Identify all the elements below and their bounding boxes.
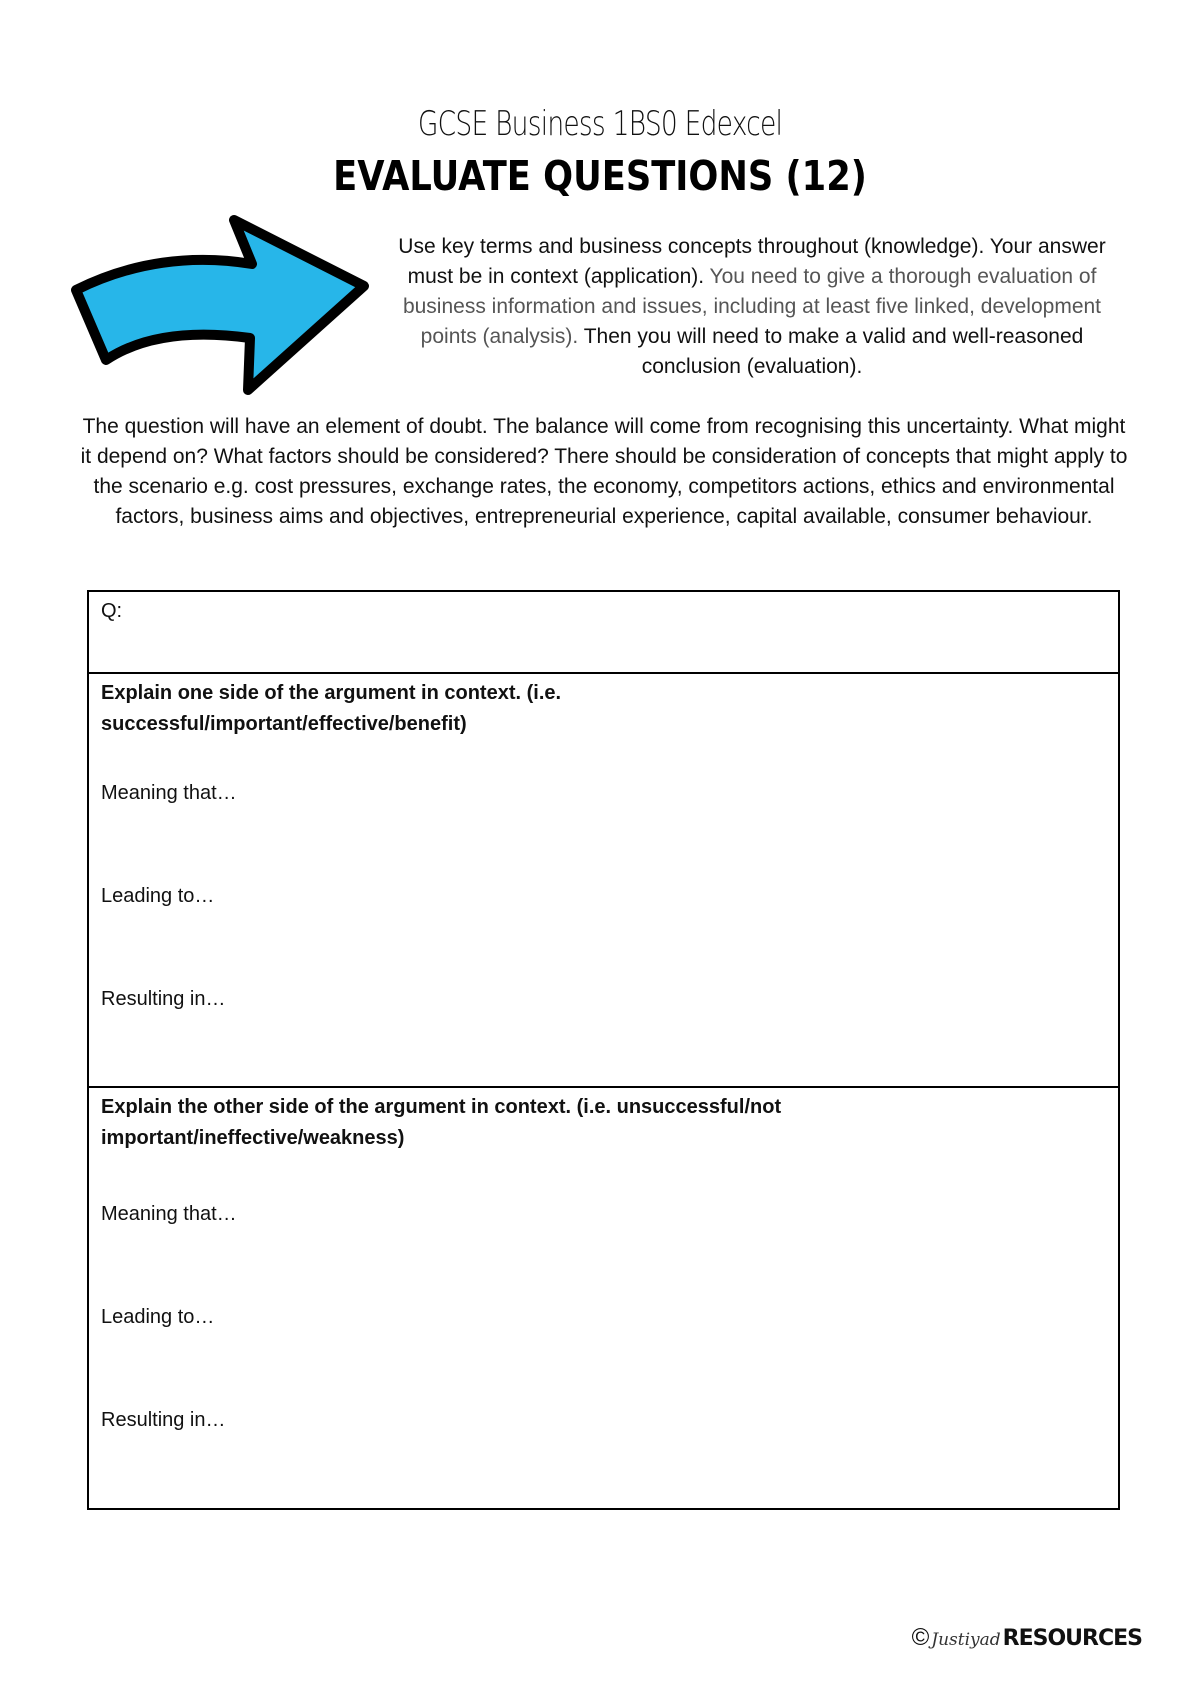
side-one-resulting: Resulting in… — [101, 988, 226, 1010]
intro-part-3: Then you will need to make a valid and well-reasoned conclusion (evaluation). — [578, 325, 1084, 378]
curved-right-arrow-icon — [62, 214, 376, 398]
side-one-leading: Leading to… — [101, 885, 215, 907]
question-row[interactable] — [89, 592, 1118, 674]
answer-table — [87, 590, 1120, 1510]
subtitle: GCSE Business 1BS0 Edexcel — [417, 104, 783, 144]
side-two-section[interactable] — [89, 1088, 1118, 1508]
brand-script: Justiyad — [931, 1630, 1001, 1650]
brand-name: RESOURCES — [1002, 1626, 1142, 1651]
side-one-heading: Explain one side of the argument in context. (i.e. successful/important/effective/benefit) — [101, 682, 562, 735]
question-label: Q: — [101, 600, 123, 622]
side-two-heading: Explain the other side of the argument in context. (i.e. unsuccessful/not important/ineffective/weakness) — [101, 1096, 782, 1149]
intro-part-2: You need to give a thorough evaluation of business information and issues, including at least five linked, development points (analysis). — [402, 265, 1102, 348]
side-two-leading: Leading to… — [101, 1306, 215, 1328]
instructions-text — [382, 232, 1122, 382]
guidance-paragraph: The question will have an element of doubt. The balance will come from recognising this uncertainty. What might it depend on? What factors should be considered? There should be consideration of concepts that might apply to the scenario e.g. cost pressures, exchange rates, the economy, competitors actions, ethics and environmental factors, business aims and objectives, entrepreneurial experience, capital available, consumer behaviour. — [80, 415, 1128, 528]
copyright-symbol: © — [911, 1624, 930, 1651]
intro-part-1: Use key terms and business concepts throughout (knowledge). Your answer must be in context (application). — [398, 235, 1106, 288]
page-title: EVALUATE QUESTIONS (12) — [333, 152, 867, 200]
arrow-shape — [76, 220, 364, 390]
side-two-meaning: Meaning that… — [101, 1203, 237, 1225]
side-one-meaning: Meaning that… — [101, 782, 237, 804]
side-one-section[interactable] — [89, 674, 1118, 1088]
side-two-resulting: Resulting in… — [101, 1409, 226, 1431]
copyright-footer — [912, 1624, 1142, 1652]
